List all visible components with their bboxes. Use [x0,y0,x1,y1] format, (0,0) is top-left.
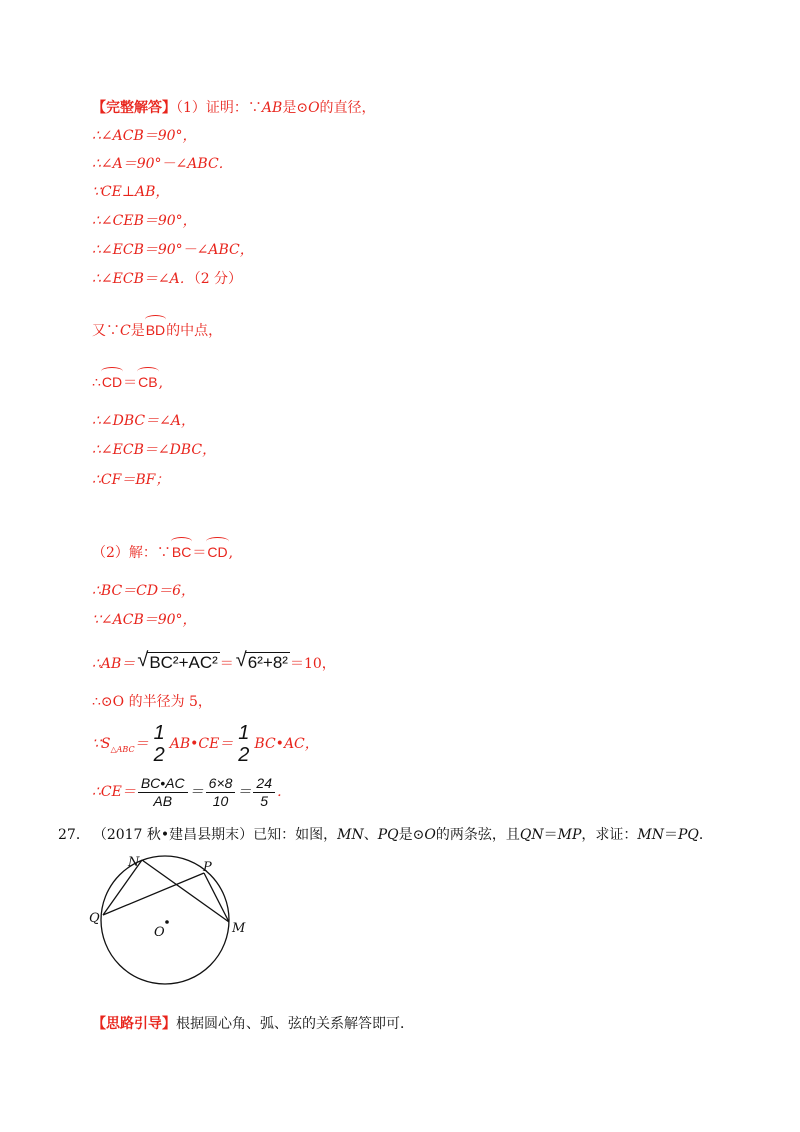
part2-line-3: ∵∠ACB＝90°， [92,612,197,628]
fraction-6x8-10: $\frac{6\times 8}{10}$ [206,775,236,810]
arc-bd: BD [145,322,166,338]
solution-line-10: ∴∠DBC＝∠A， [92,413,195,429]
label-m: M [232,921,246,936]
solution-line-4: ∵CE⊥AB， [92,184,170,200]
hint-tag: 【思路引导】 [92,1016,176,1032]
solution-line-2: ∴∠ACB＝90°， [92,128,197,144]
hint-line: 【思路引导】根据圆心角、弧、弦的关系解答即可． [92,1016,414,1032]
solution-line-9: ∴CD＝CB, [92,374,164,391]
solution-line-1: 【完整解答】（1）证明：∵AB是⊙O的直径， [92,100,376,116]
part2-line-2: ∴BC＝CD＝6， [92,583,196,599]
solution-line-11: ∴∠ECB＝∠DBC， [92,442,217,458]
solution-line-5: ∴∠CEB＝90°， [92,213,197,229]
fraction-half-1: 1 2 [153,722,165,766]
part2-line-1: （2）解：∵BC＝CD, [92,544,234,561]
label-q: Q [89,911,100,926]
solution-line-12: ∴CF＝BF； [92,472,170,488]
chord-nm [142,860,229,922]
solution-line-6: ∴∠ECB＝90°－∠ABC， [92,242,254,258]
part2-line-6: $\because S_{\triangle ABC}=$ 1 2 AB•CE＝ 1 2 BC•AC， [92,722,319,766]
solution-line-3: ∴∠A＝90°－∠ABC． [92,156,233,172]
arc-cd: CD [101,374,123,390]
fraction-24-5: $\frac{24}{5}$ [253,775,275,810]
label-o: O [154,925,165,940]
part2-line-7: ∴CE＝ $\frac{BC•AC}{AB}$ ＝ $\frac{6\times 8}{10}$ ＝ $\frac{24}{5}$ ． [92,774,291,809]
complete-answer-tag: 【完整解答】 [92,100,176,116]
part2-line-4: ∴AB＝ √ BC²+AC² ＝ √ 6²+8² ＝10， [92,649,336,672]
fraction-half-2: 1 2 [238,722,250,766]
fraction-bcac-ab: $\frac{BC•AC}{AB}$ [138,775,188,810]
label-n: N [128,855,140,870]
arc-cd-2: CD [207,544,228,560]
sqrt-6-8: √ 6²+8² [235,649,288,672]
arc-cb: CB [138,374,158,390]
solution-line-7: ∴∠ECB＝∠A．（2 分） [92,271,243,287]
problem-27-statement: 27． （2017 秋•建昌县期末）已知：如图，MN、PQ是⊙O的两条弦，且QN＝MP，求证：MN＝PQ． [58,827,713,843]
sqrt-bc-ac: √ BC²+AC² [137,649,218,672]
circle-diagram [86,852,256,992]
arc-bc: BC [171,544,192,560]
circle-o [101,856,229,984]
solution-line-8: 又∵C是BD的中点， [92,322,223,339]
label-p: P [203,860,212,875]
center-point [165,920,169,924]
part2-line-5: ∴⊙O 的半径为 5， [92,694,212,710]
